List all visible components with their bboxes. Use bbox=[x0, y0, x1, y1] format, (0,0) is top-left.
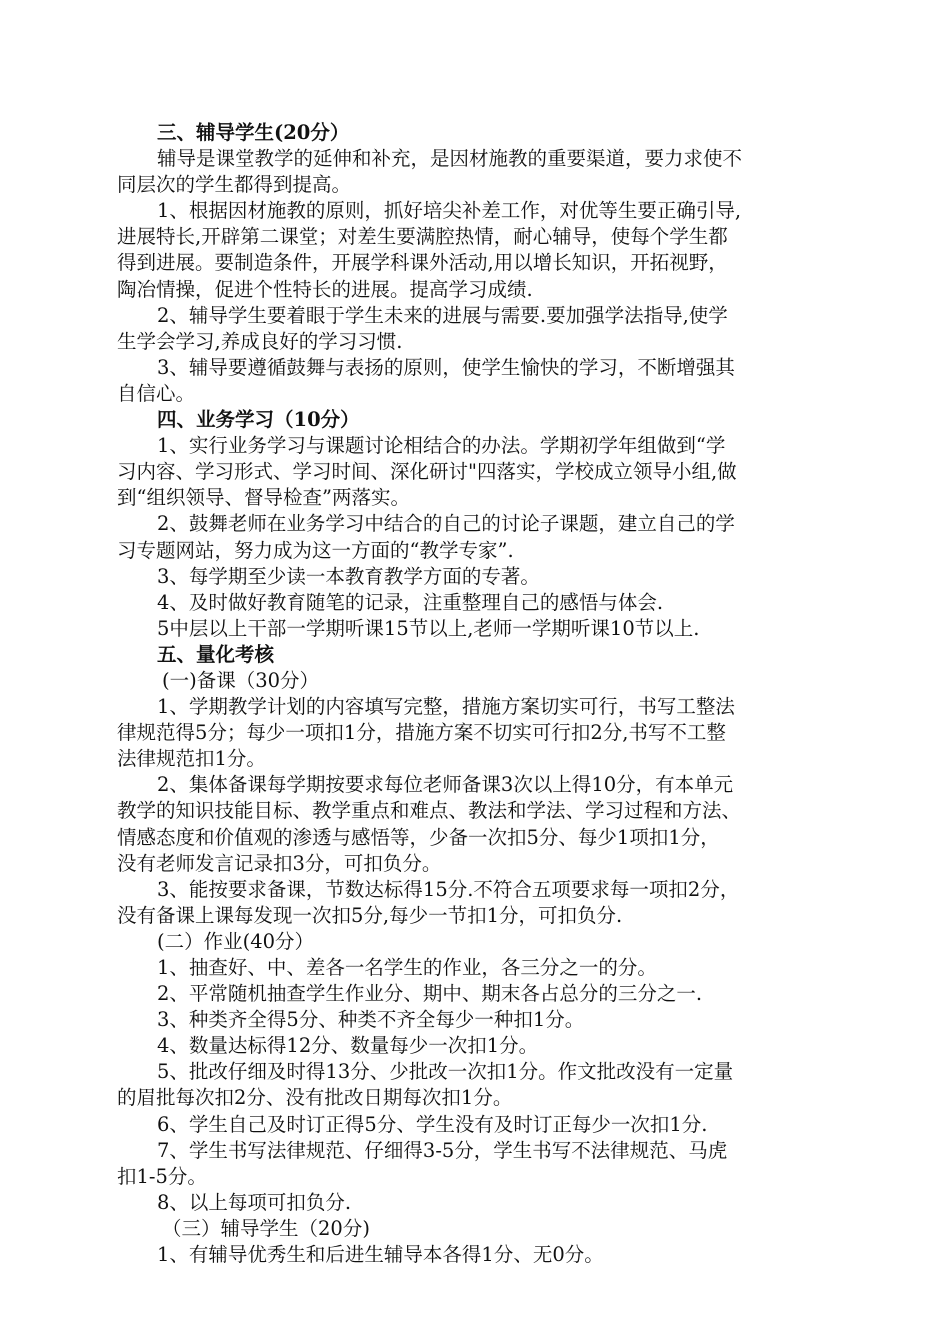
text-line: （三）辅导学生（20分) bbox=[162, 1216, 370, 1240]
text-line: 7、学生书写法律规范、仔细得3-5分，学生书写不法律规范、马虎 bbox=[157, 1138, 728, 1162]
document-body bbox=[117, 120, 833, 1268]
section-heading: 五、量化考核 bbox=[157, 642, 275, 666]
text-line: 6、学生自己及时订正得5分、学生没有及时订正每少一次扣1分. bbox=[157, 1112, 708, 1136]
text-line: 的眉批每次扣2分、没有批改日期每次扣1分。 bbox=[117, 1086, 513, 1110]
text-line: 扣1-5分。 bbox=[117, 1164, 207, 1188]
text-line: 得到进展。要制造条件，开展学科课外活动,用以增长知识，开拓视野， bbox=[117, 251, 728, 275]
text-line: 5、批改仔细及时得13分、少批改一次扣1分。作文批改没有一定量 bbox=[157, 1060, 734, 1084]
text-line: 生学会学习,养成良好的学习习惯. bbox=[117, 329, 403, 353]
text-line: 到“组织领导、督导检查”两落实。 bbox=[117, 486, 410, 510]
text-line: 法律规范扣1分。 bbox=[117, 747, 266, 771]
text-line: 没有老师发言记录扣3分，可扣负分。 bbox=[117, 851, 442, 875]
text-line: 情感态度和价值观的渗透与感悟等，少备一次扣5分、每少1项扣1分， bbox=[117, 825, 720, 849]
text-line: 自信心。 bbox=[117, 381, 196, 405]
text-line: 2、集体备课每学期按要求每位老师备课3次以上得10分，有本单元 bbox=[157, 773, 734, 797]
text-line: 1、学期教学计划的内容填写完整，措施方案切实可行，书写工整法 bbox=[157, 695, 735, 719]
text-line: 5中层以上干部一学期听课15节以上,老师一学期听课10节以上. bbox=[157, 616, 700, 640]
text-line: 3、种类齐全得5分、种类不齐全每少一种扣1分。 bbox=[157, 1008, 585, 1032]
text-line: 2、平常随机抽查学生作业分、期中、期末各占总分的三分之一. bbox=[157, 982, 703, 1006]
text-line: 2、辅导学生要着眼于学生未来的进展与需要.要加强学法指导,使学 bbox=[157, 303, 728, 327]
text-line: 辅导是课堂教学的延伸和补充，是因材施教的重要渠道，要力求使不 bbox=[157, 147, 743, 171]
section-heading: 四、业务学习（10分） bbox=[157, 408, 360, 432]
text-line: 律规范得5分；每少一项扣1分，措施方案不切实可行扣2分,书写不工整 bbox=[117, 721, 726, 745]
text-line: 4、及时做好教育随笔的记录，注重整理自己的感悟与体会. bbox=[157, 590, 664, 614]
text-line: 进展特长,开辟第二课堂；对差生要满腔热情，耐心辅导，使每个学生都 bbox=[117, 225, 728, 249]
text-line: 8、以上每项可扣负分. bbox=[157, 1190, 352, 1214]
text-line: 没有备课上课每发现一次扣5分,每少一节扣1分，可扣负分. bbox=[117, 903, 623, 927]
text-line: 陶冶情操，促进个性特长的进展。提高学习成绩. bbox=[117, 277, 533, 301]
text-line: 同层次的学生都得到提高。 bbox=[117, 173, 352, 197]
section-heading: 三、辅导学生(20分） bbox=[157, 121, 350, 144]
text-line: 1、根据因材施教的原则，抓好培尖补差工作，对优等生要正确引导, bbox=[157, 199, 742, 223]
text-line: 3、能按要求备课，节数达标得15分.不符合五项要求每一项扣2分， bbox=[157, 877, 740, 901]
text-line: 习内容、学习形式、学习时间、深化研讨"四落实，学校成立领导小组,做 bbox=[117, 460, 737, 484]
text-line: 习专题网站，努力成为这一方面的“教学专家”. bbox=[117, 538, 514, 562]
text-line: (二）作业(40分） bbox=[157, 929, 315, 953]
text-line: 1、实行业务学习与课题讨论相结合的办法。学期初学年组做到“学 bbox=[157, 434, 726, 458]
text-line: 3、每学期至少读一本教育教学方面的专著。 bbox=[157, 564, 540, 588]
text-line: (一)备课（30分） bbox=[162, 668, 320, 692]
text-line: 1、抽查好、中、差各一名学生的作业，各三分之一的分。 bbox=[157, 956, 657, 979]
text-line: 4、数量达标得12分、数量每少一次扣1分。 bbox=[157, 1034, 539, 1058]
text-line: 3、辅导要遵循鼓舞与表扬的原则，使学生愉快的学习，不断增强其 bbox=[157, 355, 735, 379]
text-line: 2、鼓舞老师在业务学习中结合的自己的讨论子课题，建立自己的学 bbox=[157, 512, 735, 536]
text-line: 1、有辅导优秀生和后进生辅导本各得1分、无0分。 bbox=[157, 1243, 604, 1267]
text-line: 教学的知识技能目标、教学重点和难点、教法和学法、学习过程和方法、 bbox=[117, 799, 742, 823]
